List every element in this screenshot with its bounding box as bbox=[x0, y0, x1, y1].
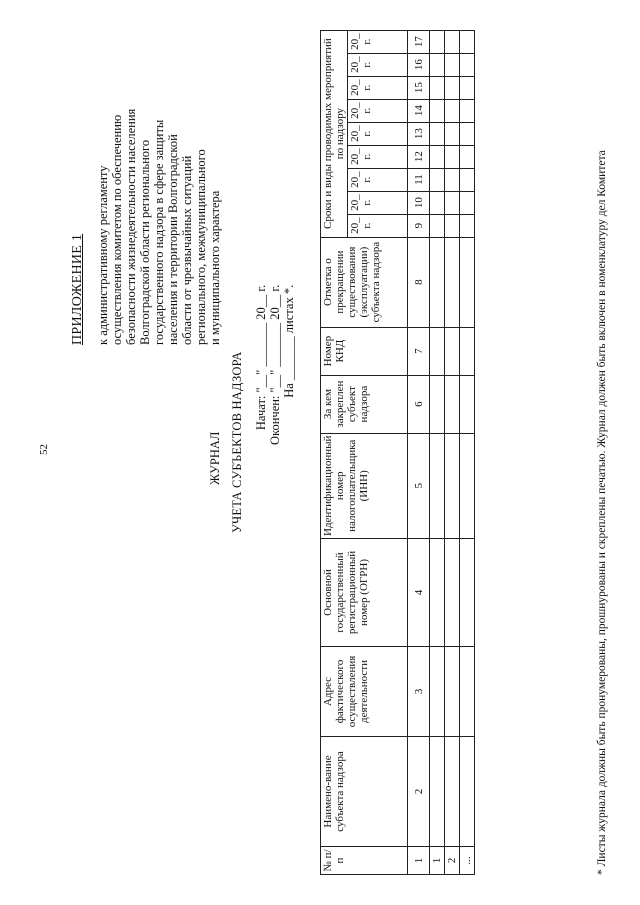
appendix-line: области от чрезвычайных ситуаций bbox=[180, 155, 194, 345]
year-cell: 20_ г. bbox=[348, 76, 408, 99]
column-number: 17 bbox=[408, 30, 430, 53]
column-number: 15 bbox=[408, 76, 430, 99]
col-header: Наимено-вание субъекта надзора bbox=[321, 737, 408, 847]
appendix-line: и муниципального характера bbox=[208, 190, 222, 345]
col-header: Номер КНД bbox=[321, 327, 408, 375]
appendix-line: населения и территории Волгоградской bbox=[166, 134, 180, 345]
col-header: Идентификационный номер налогоплательщика (ИНН) bbox=[321, 433, 408, 538]
journal-subtitle: УЧЕТА СУБЪЕКТОВ НАДЗОРА bbox=[230, 351, 244, 533]
sheets-line: На _______ листах *. bbox=[282, 284, 296, 398]
column-number: 12 bbox=[408, 145, 430, 168]
table-row bbox=[445, 30, 460, 874]
appendix-line: к административному регламенту bbox=[96, 165, 110, 345]
row-label: 2 bbox=[445, 847, 460, 875]
column-number: 2 bbox=[408, 737, 430, 847]
col-header: За кем закреплен субъект надзора bbox=[321, 375, 408, 433]
start-date-line: Начат: "__" _______ 20__ г. bbox=[254, 284, 268, 431]
col-header: Адрес фактического осуществления деятельности bbox=[321, 647, 408, 737]
journal-title: ЖУРНАЛ bbox=[208, 431, 222, 485]
appendix-line: осуществления комитетом по обеспечению bbox=[110, 114, 124, 345]
year-cell: 20_ г. bbox=[348, 214, 408, 237]
appendix-title: ПРИЛОЖЕНИЕ 1 bbox=[70, 233, 85, 345]
column-number: 11 bbox=[408, 168, 430, 191]
col-header: Отметка о прекращении существования (эксплуатации) субъекта надзора bbox=[321, 237, 408, 327]
year-cell: 20_ г. bbox=[348, 99, 408, 122]
header-row bbox=[321, 30, 348, 874]
column-number: 9 bbox=[408, 214, 430, 237]
column-number: 14 bbox=[408, 99, 430, 122]
column-number: 5 bbox=[408, 433, 430, 538]
appendix-text bbox=[96, 45, 222, 345]
row-label: 1 bbox=[430, 847, 445, 875]
table-row bbox=[460, 30, 475, 874]
col-header: Основной государственный регистрационный номер (ОГРН) bbox=[321, 539, 408, 647]
col-header: № п/п bbox=[321, 847, 408, 875]
column-number: 10 bbox=[408, 191, 430, 214]
appendix-line: Волгоградской области регионального bbox=[138, 139, 152, 345]
table-row bbox=[430, 30, 445, 874]
year-cell: 20_ г. bbox=[348, 191, 408, 214]
journal-meta bbox=[254, 285, 296, 445]
column-number: 3 bbox=[408, 647, 430, 737]
footnote: * Листы журнала должны быть пронумерованы, прошнурованы и скреплены печатью. Журнал должен быть включен в номенклатуру дел Комитета bbox=[596, 150, 608, 875]
row-label: ... bbox=[460, 847, 475, 875]
column-number: 1 bbox=[408, 847, 430, 875]
journal-table bbox=[320, 30, 475, 875]
year-cell: 20_ г. bbox=[348, 122, 408, 145]
group-header: Сроки и виды проводимых мероприятий по надзору bbox=[321, 30, 348, 237]
end-date-line: Окончен: "__" _______ 20__ г. bbox=[268, 284, 282, 445]
column-number: 6 bbox=[408, 375, 430, 433]
appendix-line: регионального, межмуниципального bbox=[194, 149, 208, 345]
appendix-line: государственного надзора в сфере защиты bbox=[152, 119, 166, 345]
column-number: 16 bbox=[408, 53, 430, 76]
page-number: 52 bbox=[38, 444, 50, 455]
year-cell: 20_ г. bbox=[348, 53, 408, 76]
column-number: 7 bbox=[408, 327, 430, 375]
year-cell: 20_ г. bbox=[348, 168, 408, 191]
column-number: 4 bbox=[408, 539, 430, 647]
year-cell: 20_ г. bbox=[348, 30, 408, 53]
column-number: 13 bbox=[408, 122, 430, 145]
year-cell: 20_ г. bbox=[348, 145, 408, 168]
column-number: 8 bbox=[408, 237, 430, 327]
appendix-line: безопасности жизнедеятельности населения bbox=[124, 108, 138, 345]
column-number-row bbox=[408, 30, 430, 874]
